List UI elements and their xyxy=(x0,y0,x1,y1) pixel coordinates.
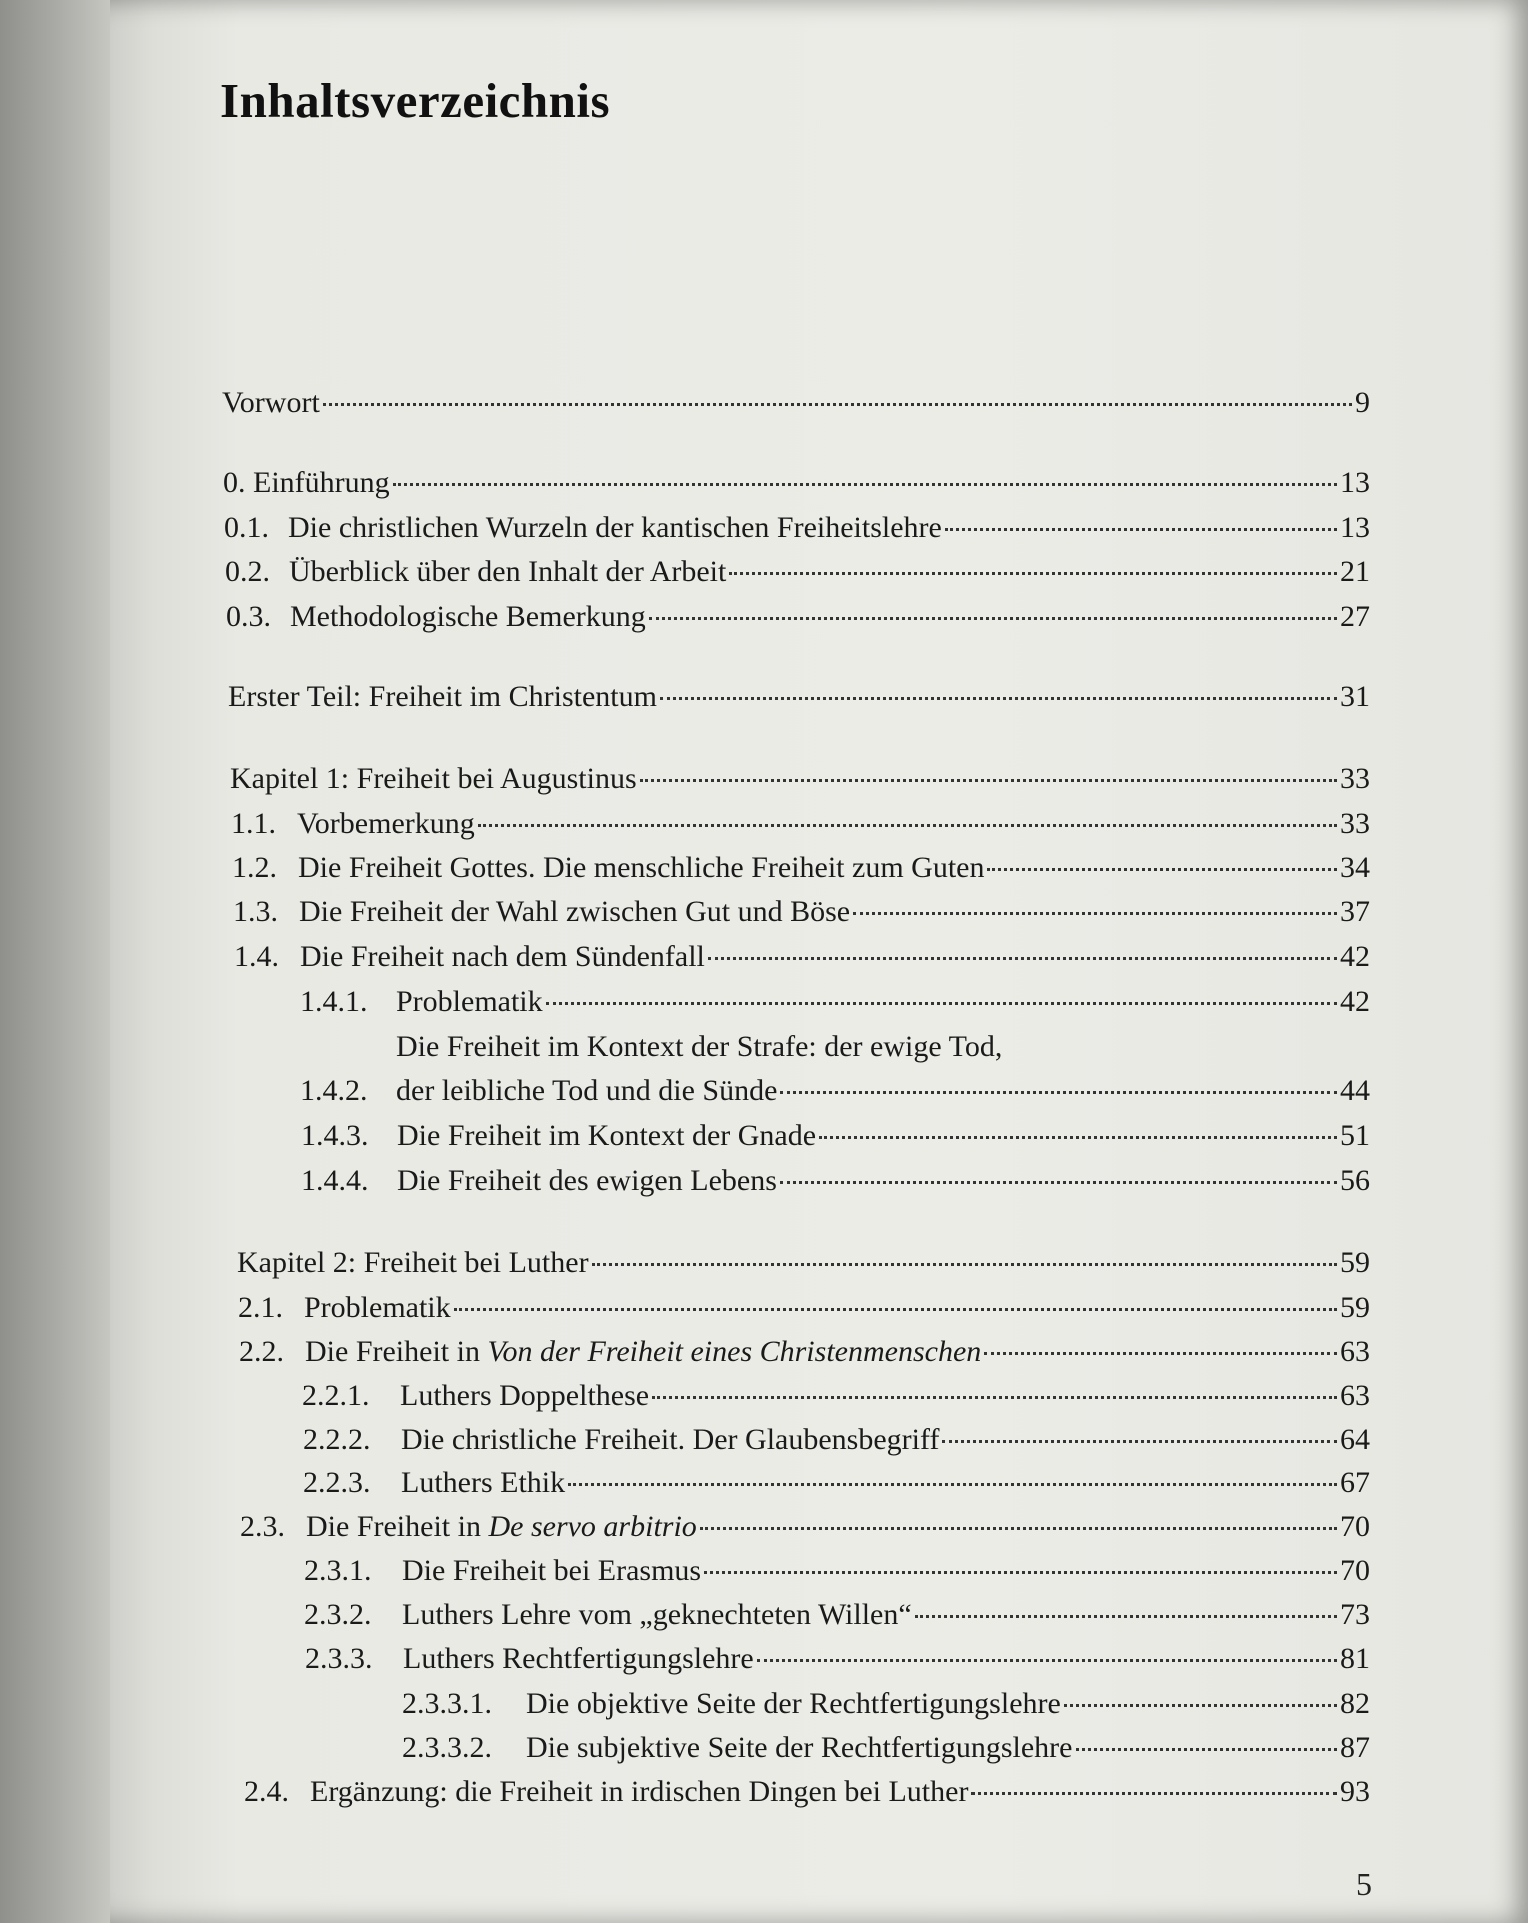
toc-entry xyxy=(402,1687,1370,1721)
toc-entry-page: 73 xyxy=(1340,1598,1370,1631)
toc-entry-page: 33 xyxy=(1340,762,1370,795)
toc-entry-title: Die christlichen Wurzeln der kantischen Freiheitslehre xyxy=(288,511,942,544)
toc-entry-title: Problematik xyxy=(304,1291,451,1324)
toc-entry-title: Die objektive Seite der Rechtfertigungslehre xyxy=(526,1687,1061,1720)
toc-leader-dots xyxy=(568,1483,1337,1486)
toc-entry xyxy=(303,1466,1370,1500)
toc-leader-dots xyxy=(1076,1748,1338,1751)
toc-entry-number: 1.2. xyxy=(232,851,277,884)
toc-entry-page: 13 xyxy=(1340,466,1370,499)
toc-entry-number: 1.4.4. xyxy=(301,1164,369,1197)
toc-entry-page: 33 xyxy=(1340,807,1370,840)
toc-entry-title: Methodologische Bemerkung xyxy=(290,600,646,633)
toc-leader-dots xyxy=(700,1527,1337,1530)
toc-entry-number: 2.3.3. xyxy=(305,1642,373,1675)
toc-entry-page: 64 xyxy=(1340,1423,1370,1456)
toc-entry-number: 2.2.1. xyxy=(302,1379,370,1412)
toc-entry-page: 44 xyxy=(1340,1074,1370,1107)
toc-entry-page: 59 xyxy=(1340,1291,1370,1324)
toc-entry-title xyxy=(306,1510,697,1544)
toc-entry-title: Luthers Rechtfertigungslehre xyxy=(403,1642,754,1675)
toc-entry-page: 31 xyxy=(1340,680,1370,713)
toc-entry xyxy=(302,1379,1370,1413)
toc-leader-dots xyxy=(652,1396,1337,1399)
toc-leader-dots xyxy=(984,1352,1337,1355)
toc-leader-dots xyxy=(757,1659,1337,1662)
toc-entry-number: 2.3.1. xyxy=(304,1554,372,1587)
toc-entry-page: 37 xyxy=(1340,895,1370,928)
toc-entry xyxy=(238,1291,1370,1325)
toc-entry-title xyxy=(305,1335,981,1369)
toc-entry-title: Überblick über den Inhalt der Arbeit xyxy=(289,555,727,588)
toc-entry-page: 70 xyxy=(1340,1510,1370,1543)
toc-entry-page: 63 xyxy=(1340,1335,1370,1368)
toc-entry xyxy=(240,1510,1370,1544)
toc-entry xyxy=(303,1423,1370,1457)
toc-entry-number: 0.2. xyxy=(225,555,270,588)
toc-entry-continuation: Die Freiheit im Kontext der Strafe: der ewige Tod, xyxy=(396,1030,1003,1063)
toc-entry-page: 67 xyxy=(1340,1466,1370,1499)
toc-entry-title: Vorbemerkung xyxy=(297,807,475,840)
toc-entry-page: 42 xyxy=(1340,940,1370,973)
toc-entry xyxy=(232,851,1370,885)
toc-leader-dots xyxy=(323,403,1352,406)
toc-entry-title-plain: Die Freiheit in xyxy=(306,1510,489,1543)
toc-entry-title: Die Freiheit der Wahl zwischen Gut und Böse xyxy=(299,895,851,928)
toc-leader-dots xyxy=(853,912,1337,915)
toc-entry-number: 2.3. xyxy=(240,1510,285,1543)
toc-entry-number: 1.4. xyxy=(234,940,279,973)
toc-entry-page: 9 xyxy=(1355,386,1370,419)
toc-entry xyxy=(239,1335,1370,1369)
toc-entry-title: Die Freiheit des ewigen Lebens xyxy=(397,1164,777,1197)
toc-entry xyxy=(225,555,1370,589)
toc-entry-number: 1.4.3. xyxy=(301,1119,369,1152)
toc-entry-number: 2.3.2. xyxy=(304,1598,372,1631)
toc-entry-number: 2.3.3.1. xyxy=(402,1687,492,1720)
toc-entry xyxy=(223,466,1370,500)
toc-entry-page: 42 xyxy=(1340,985,1370,1018)
toc-leader-dots xyxy=(971,1792,1337,1795)
toc-entry-title: Die subjektive Seite der Rechtfertigungslehre xyxy=(526,1731,1073,1764)
toc-entry-number: 2.2.2. xyxy=(303,1423,371,1456)
toc-entry-number: 0.3. xyxy=(226,600,271,633)
toc-entry-title-italic: Von der Freiheit eines Christenmenschen xyxy=(487,1335,982,1368)
toc-entry-title: Luthers Lehre vom „geknechteten Willen“ xyxy=(402,1598,912,1631)
toc-entry-title: Luthers Ethik xyxy=(401,1466,566,1499)
toc-entry-page: 51 xyxy=(1340,1119,1370,1152)
toc-leader-dots xyxy=(987,868,1337,871)
toc-entry-number: 2.1. xyxy=(238,1291,283,1324)
toc-entry-number: 2.3.3.2. xyxy=(402,1731,492,1764)
toc-entry-page: 59 xyxy=(1340,1246,1370,1279)
toc-leader-dots xyxy=(780,1091,1337,1094)
toc-entry-title: Die Freiheit im Kontext der Gnade xyxy=(397,1119,817,1152)
toc-entry-number: 2.2. xyxy=(239,1335,284,1368)
toc-entry-page: 93 xyxy=(1340,1775,1370,1808)
toc-leader-dots xyxy=(942,1440,1337,1443)
toc-entry-title: 0. Einführung xyxy=(223,466,390,499)
toc-entry-number: 1.1. xyxy=(231,807,276,840)
toc-leader-dots xyxy=(819,1136,1337,1139)
toc-entry xyxy=(301,1119,1370,1153)
toc-entry xyxy=(402,1731,1370,1765)
toc-entry xyxy=(233,895,1370,929)
toc-entry-number: 1.4.2. xyxy=(300,1074,368,1107)
toc-entry xyxy=(226,600,1370,634)
toc-entry-page: 27 xyxy=(1340,600,1370,633)
toc-entry-page: 21 xyxy=(1340,555,1370,588)
toc-entry xyxy=(234,940,1370,974)
toc-leader-dots xyxy=(708,957,1337,960)
toc-entry-title: Die christliche Freiheit. Der Glaubensbegriff xyxy=(401,1423,940,1456)
page-title: Inhaltsverzeichnis xyxy=(220,73,611,128)
toc-entry-title: Die Freiheit bei Erasmus xyxy=(402,1554,702,1587)
toc-entry-number: 0.1. xyxy=(224,511,269,544)
toc-entry-title: der leibliche Tod und die Sünde xyxy=(396,1074,778,1107)
toc-entry xyxy=(301,1164,1370,1198)
toc-leader-dots xyxy=(660,697,1337,700)
toc-leader-dots xyxy=(780,1181,1337,1184)
toc-entry-title: Die Freiheit Gottes. Die menschliche Freiheit zum Guten xyxy=(298,851,985,884)
toc-entry-page: 81 xyxy=(1340,1642,1370,1675)
toc-leader-dots xyxy=(640,779,1337,782)
toc-entry xyxy=(300,1074,1370,1108)
toc-leader-dots xyxy=(915,1615,1337,1618)
toc-entry-title-italic: De servo arbitrio xyxy=(488,1510,697,1543)
toc-entry xyxy=(222,386,1370,420)
toc-entry-title-plain: Die Freiheit in xyxy=(305,1335,488,1368)
toc-leader-dots xyxy=(649,617,1337,620)
toc-leader-dots xyxy=(546,1002,1337,1005)
toc-entry-title: Kapitel 1: Freiheit bei Augustinus xyxy=(230,762,637,795)
page-number: 5 xyxy=(1356,1866,1372,1902)
toc-entry-number: 2.2.3. xyxy=(303,1466,371,1499)
toc-entry-title: Ergänzung: die Freiheit in irdischen Dingen bei Luther xyxy=(310,1775,969,1808)
toc-entry xyxy=(224,511,1370,545)
toc-entry xyxy=(304,1554,1370,1588)
toc-entry-page: 56 xyxy=(1340,1164,1370,1197)
toc-entry-title: Problematik xyxy=(396,985,543,1018)
toc-entry xyxy=(244,1775,1370,1809)
toc-entry-page: 70 xyxy=(1340,1554,1370,1587)
toc-leader-dots xyxy=(704,1571,1337,1574)
toc-leader-dots xyxy=(592,1263,1337,1266)
toc-entry-title: Erster Teil: Freiheit im Christentum xyxy=(228,680,657,713)
toc-entry xyxy=(305,1642,1370,1676)
toc-entry-page: 13 xyxy=(1340,511,1370,544)
toc-entry-title: Vorwort xyxy=(222,386,320,419)
toc-entry-number: 1.3. xyxy=(233,895,278,928)
toc-entry-number: 1.4.1. xyxy=(300,985,368,1018)
toc-entry-title: Luthers Doppelthese xyxy=(400,1379,650,1412)
toc-entry-page: 82 xyxy=(1340,1687,1370,1720)
toc-entry-title: Kapitel 2: Freiheit bei Luther xyxy=(237,1246,589,1279)
toc-entry xyxy=(228,680,1370,714)
toc-entry xyxy=(230,762,1370,796)
toc-entry xyxy=(237,1246,1370,1280)
toc-leader-dots xyxy=(478,824,1337,827)
toc-entry xyxy=(300,985,1370,1019)
toc-entry-page: 63 xyxy=(1340,1379,1370,1412)
toc-leader-dots xyxy=(1064,1704,1337,1707)
toc-entry-page: 87 xyxy=(1340,1731,1370,1764)
toc-entry xyxy=(231,807,1370,841)
toc-leader-dots xyxy=(393,483,1337,486)
toc-leader-dots xyxy=(945,528,1337,531)
toc-leader-dots xyxy=(454,1308,1337,1311)
toc-entry-title: Die Freiheit nach dem Sündenfall xyxy=(300,940,705,973)
toc-entry-number: 2.4. xyxy=(244,1775,289,1808)
toc-entry-page: 34 xyxy=(1340,851,1370,884)
toc-entry xyxy=(304,1598,1370,1632)
toc-leader-dots xyxy=(729,572,1337,575)
